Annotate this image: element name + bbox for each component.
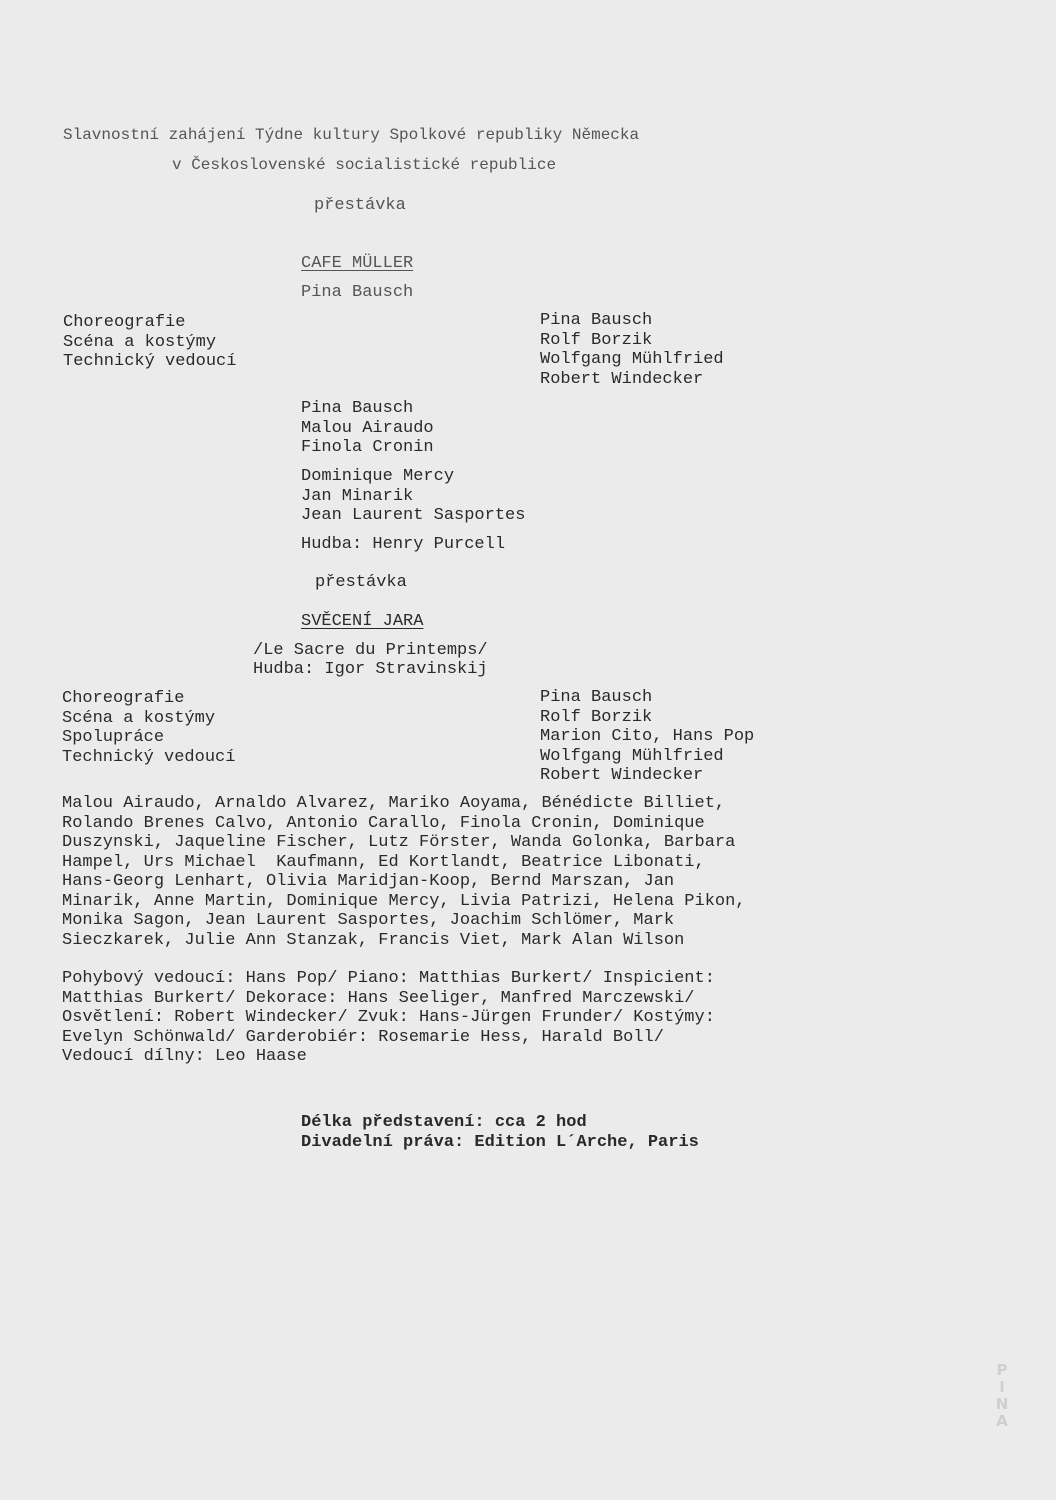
cast-member: Dominique Mercy bbox=[301, 467, 455, 486]
duration: Délka představení: cca 2 hod bbox=[301, 1113, 587, 1132]
credit-label: Choreografie bbox=[63, 313, 186, 332]
cafe-muller-cast-group-1 bbox=[301, 399, 434, 458]
cafe-muller-title: CAFE MÜLLER bbox=[301, 254, 414, 273]
cafe-muller-cast-group-2 bbox=[301, 467, 525, 526]
header-line-1: Slavnostní zahájení Týdne kultury Spolkové republiky Německa bbox=[63, 126, 640, 144]
cast-line: Rolando Brenes Calvo, Antonio Carallo, Finola Cronin, Dominique bbox=[62, 813, 705, 833]
cafe-muller-author: Pina Bausch bbox=[301, 283, 414, 302]
sacre-staff-list bbox=[62, 969, 862, 1067]
sacre-title: SVĚCENÍ JARA bbox=[301, 612, 424, 631]
intermission-2: přestávka bbox=[315, 573, 407, 592]
staff-line: Pohybový vedoucí: Hans Pop/ Piano: Matthias Burkert/ Inspicient: bbox=[62, 969, 715, 988]
cafe-muller-music: Hudba: Henry Purcell bbox=[301, 535, 506, 554]
credit-value: Pina Bausch bbox=[540, 311, 653, 330]
credit-label: Technický vedoucí bbox=[62, 747, 236, 767]
sacre-cast-list bbox=[62, 794, 862, 950]
footer bbox=[301, 1113, 699, 1152]
header-line-2: v Československé socialistické republice bbox=[172, 156, 557, 174]
rights: Divadelní práva: Edition L´Arche, Paris bbox=[301, 1132, 699, 1152]
credit-label: Spolupráce bbox=[62, 728, 165, 747]
credit-value: Robert Windecker bbox=[540, 369, 704, 389]
intermission-1: přestávka bbox=[314, 196, 406, 215]
cafe-muller-credit-values bbox=[540, 311, 724, 389]
cast-member: Jan Minarik bbox=[301, 486, 414, 506]
credit-value: Marion Cito, Hans Pop bbox=[540, 727, 755, 746]
staff-line: Evelyn Schönwald/ Garderobiér: Rosemarie Hess, Harald Boll/ bbox=[62, 1027, 664, 1047]
cast-line: Minarik, Anne Martin, Dominique Mercy, Livia Patrizi, Helena Pikon, bbox=[62, 891, 746, 911]
cast-line: Hans-Georg Lenhart, Olivia Maridjan-Koop, Bernd Marszan, Jan bbox=[62, 872, 675, 891]
cast-line: Sieczkarek, Julie Ann Stanzak, Francis Viet, Mark Alan Wilson bbox=[62, 930, 685, 950]
credit-value: Wolfgang Mühlfried bbox=[540, 746, 724, 766]
cafe-muller-credit-labels bbox=[63, 313, 236, 372]
cast-member: Malou Airaudo bbox=[301, 418, 434, 438]
sacre-subtitle: /Le Sacre du Printemps/ bbox=[253, 641, 488, 660]
sacre-music: Hudba: Igor Stravinskij bbox=[253, 660, 488, 679]
staff-line: Matthias Burkert/ Dekorace: Hans Seeliger, Manfred Marczewski/ bbox=[62, 988, 695, 1008]
cast-member: Finola Cronin bbox=[301, 438, 434, 457]
credit-value: Wolfgang Mühlfried bbox=[540, 350, 724, 369]
credit-label: Technický vedoucí bbox=[63, 352, 237, 371]
credit-label: Scéna a kostýmy bbox=[63, 332, 217, 352]
credit-value: Robert Windecker bbox=[540, 766, 704, 785]
credit-label: Choreografie bbox=[62, 689, 185, 708]
cast-line: Hampel, Urs Michael Kaufmann, Ed Kortlandt, Beatrice Libonati, bbox=[62, 852, 705, 872]
cast-member: Jean Laurent Sasportes bbox=[301, 506, 526, 525]
cast-line: Monika Sagon, Jean Laurent Sasportes, Joachim Schlömer, Mark bbox=[62, 911, 675, 930]
credit-value: Rolf Borzik bbox=[540, 707, 653, 727]
cast-member: Pina Bausch bbox=[301, 399, 414, 418]
staff-line: Osvětlení: Robert Windecker/ Zvuk: Hans-Jürgen Frunder/ Kostýmy: bbox=[62, 1008, 715, 1027]
credit-value: Rolf Borzik bbox=[540, 330, 653, 350]
sacre-credit-labels bbox=[62, 689, 235, 767]
cast-line: Malou Airaudo, Arnaldo Alvarez, Mariko Aoyama, Bénédicte Billiet, bbox=[62, 794, 726, 813]
credit-value: Pina Bausch bbox=[540, 688, 653, 707]
pina-watermark: P I N A bbox=[995, 1361, 1009, 1430]
sacre-credit-values bbox=[540, 688, 754, 786]
staff-line: Vedoucí dílny: Leo Haase bbox=[62, 1047, 307, 1066]
credit-label: Scéna a kostýmy bbox=[62, 708, 216, 728]
cast-line: Duszynski, Jaqueline Fischer, Lutz Förster, Wanda Golonka, Barbara bbox=[62, 833, 736, 852]
